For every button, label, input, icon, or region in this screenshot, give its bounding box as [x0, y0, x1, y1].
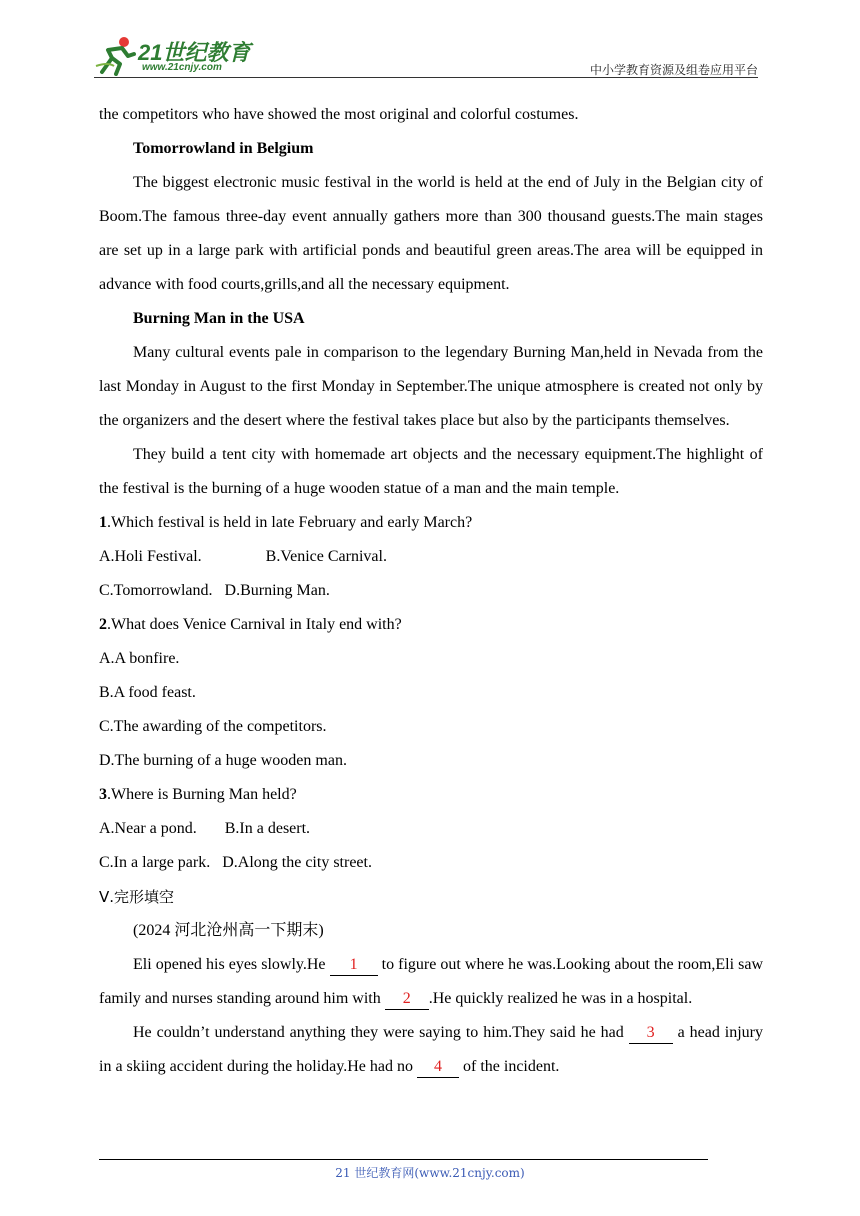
- question-stem: [99, 506, 763, 540]
- options-row: C.The awarding of the competitors.: [99, 718, 327, 735]
- site-logo: [94, 36, 264, 76]
- question-text: .Where is Burning Man held?: [107, 786, 297, 803]
- cloze-paragraph: [99, 948, 763, 1016]
- options-row: C.In a large park. D.Along the city street.: [99, 854, 372, 871]
- cloze-text: .He quickly realized he was in a hospital.: [428, 990, 693, 1007]
- options-row: A.A bonfire.: [99, 650, 180, 667]
- section-heading: Burning Man in the USA: [133, 310, 305, 327]
- paragraph: Many cultural events pale in comparison to the legendary Burning Man,held in Nevada from the last Monday in August to the first Monday in September.The unique atmosphere is created not only by the organizers and the desert where the festival takes place but also by the participants themselves.: [99, 344, 763, 429]
- question-number: 2: [99, 616, 107, 633]
- options-row: D.The burning of a huge wooden man.: [99, 752, 347, 769]
- logo-url: www.21cnjy.com: [142, 62, 222, 73]
- options-row: C.Tomorrowland. D.Burning Man.: [99, 582, 330, 599]
- question-stem: [99, 778, 763, 812]
- cloze-text: a head injury in a skiing accident during the holiday.He had no: [99, 1024, 763, 1075]
- header-tagline: 中小学教育资源及组卷应用平台: [589, 63, 758, 77]
- paragraph: The biggest electronic music festival in the world is held at the end of July in the Belgian city of Boom.The famous three-day event annually gathers more than 300 thousand guests.The main stages are set up in a large park with artificial ponds and beautiful green areas.The area will be equipped in advance with food courts,grills,and all the necessary equipment.: [99, 174, 763, 293]
- cloze-paragraph: [99, 1016, 763, 1084]
- page-footer: 21 世纪教育网(www.21cnjy.com): [335, 1166, 525, 1180]
- cloze-text: of the incident.: [459, 1058, 560, 1075]
- options-row: A.Holi Festival. B.Venice Carnival.: [99, 548, 387, 565]
- page-header: [94, 30, 758, 78]
- logo-text: 21世纪教育: [138, 40, 251, 65]
- header-divider: [94, 77, 758, 78]
- runner-icon: [94, 36, 138, 76]
- cloze-text: He couldn’t understand anything they were saying to him.They said he had: [133, 1024, 629, 1041]
- document-body: [99, 98, 763, 1084]
- footer-divider: [99, 1159, 708, 1160]
- section-heading: Tomorrowland in Belgium: [133, 140, 314, 157]
- question-number: 3: [99, 786, 107, 803]
- options-row: B.A food feast.: [99, 684, 196, 701]
- cloze-blank[interactable]: 1: [330, 955, 378, 976]
- question-number: 1: [99, 514, 107, 531]
- question-text: .Which festival is held in late February and early March?: [107, 514, 473, 531]
- cloze-text: Eli opened his eyes slowly.He: [133, 956, 330, 973]
- cloze-section-title: Ⅴ.完形填空: [99, 888, 175, 906]
- cloze-blank[interactable]: 3: [629, 1023, 673, 1044]
- paragraph: the competitors who have showed the most original and colorful costumes.: [99, 106, 579, 123]
- cloze-text: to figure out where he was.Looking about the room,Eli saw family and nurses standing around him with: [99, 956, 763, 1007]
- cloze-source: (2024 河北沧州高一下期末): [133, 922, 324, 939]
- cloze-blank[interactable]: 4: [417, 1057, 459, 1078]
- cloze-blank[interactable]: 2: [385, 989, 429, 1010]
- paragraph: They build a tent city with homemade art objects and the necessary equipment.The highlight of the festival is the burning of a huge wooden statue of a man and the main temple.: [99, 446, 763, 497]
- question-text: .What does Venice Carnival in Italy end with?: [107, 616, 402, 633]
- options-row: A.Near a pond. B.In a desert.: [99, 820, 311, 837]
- question-stem: [99, 608, 763, 642]
